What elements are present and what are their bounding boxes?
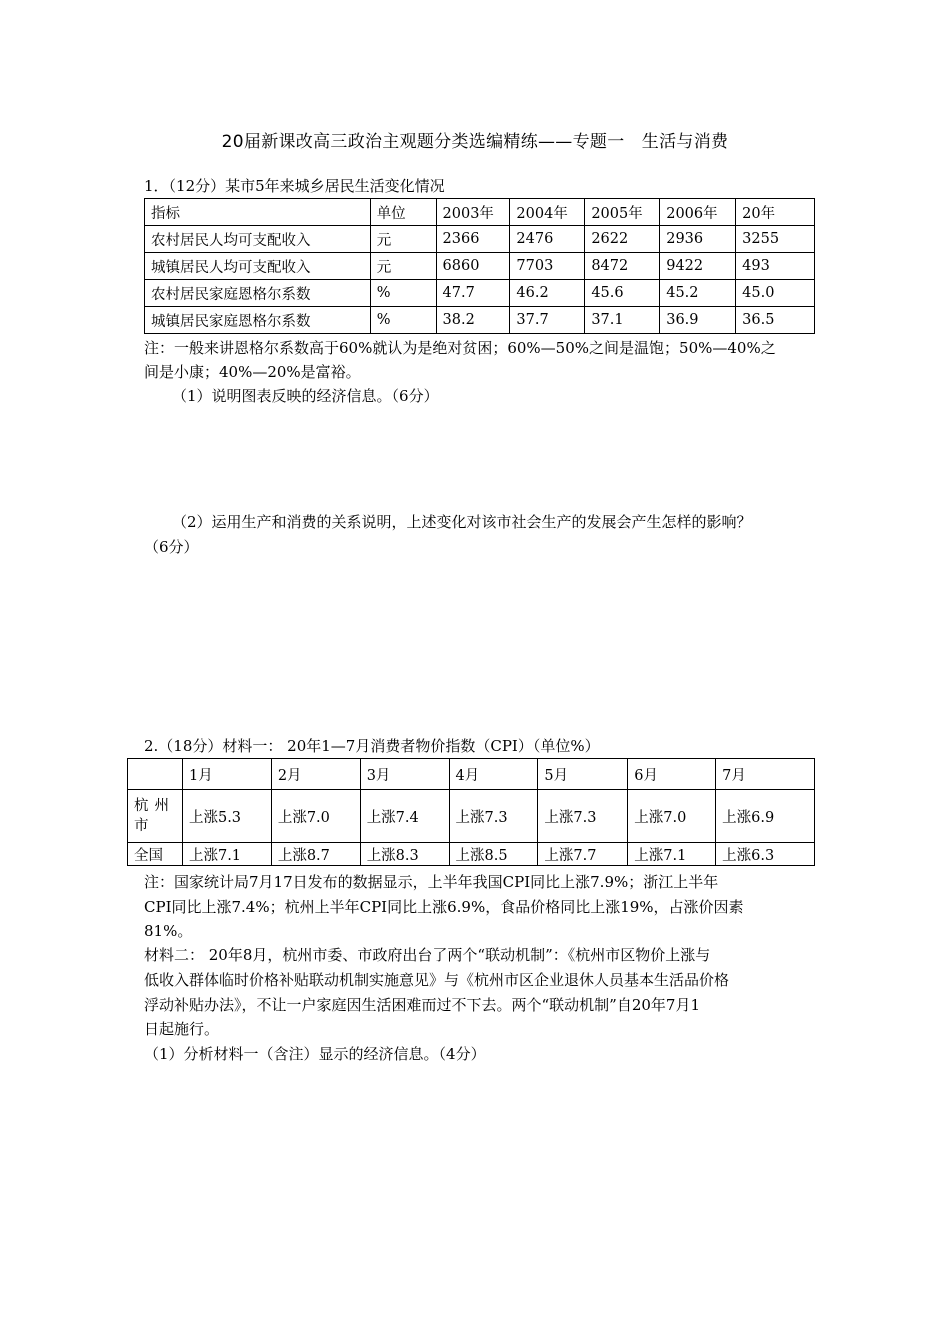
table-header-row: [145, 199, 815, 226]
header-cell: 2004年: [510, 199, 585, 226]
table-cell: 493: [736, 253, 815, 280]
table-cell: 上涨7.7: [538, 843, 628, 866]
header-cell: 2月: [271, 759, 360, 790]
table-cell: 45.6: [585, 280, 660, 307]
table-cell: 8472: [585, 253, 660, 280]
page-title: 20届新课改高三政治主观题分类选编精练——专题一 生活与消费: [221, 132, 729, 152]
table-cell: 农村居民人均可支配收入: [145, 226, 371, 253]
header-cell: 4月: [449, 759, 538, 790]
table-cell: 2366: [436, 226, 510, 253]
table-cell: 45.2: [660, 280, 736, 307]
table-cell: 38.2: [436, 307, 510, 334]
question-1-heading: 1．（12分）某市5年来城乡居民生活变化情况: [144, 177, 445, 195]
table-cell: 城镇居民家庭恩格尔系数: [145, 307, 371, 334]
table-cell: 2476: [510, 226, 585, 253]
table-cell: 3255: [736, 226, 815, 253]
header-cell: 6月: [628, 759, 716, 790]
table-cell: 上涨8.7: [271, 843, 360, 866]
table-cell: 47.7: [436, 280, 510, 307]
question-2-heading: 2.（18分）材料一： 20年1—7月消费者物价指数（CPI）（单位%）: [144, 737, 600, 755]
header-cell: 7月: [716, 759, 815, 790]
cpi-table: [127, 758, 815, 866]
header-cell: 3月: [360, 759, 449, 790]
table-cell: 农村居民家庭恩格尔系数: [145, 280, 371, 307]
table-cell: 45.0: [736, 280, 815, 307]
header-cell: 指标: [145, 199, 371, 226]
table-cell: 上涨5.3: [182, 790, 271, 843]
table-cell: 上涨7.0: [628, 790, 716, 843]
table-cell: 上涨7.1: [628, 843, 716, 866]
table-cell: 46.2: [510, 280, 585, 307]
q1-subquestion-2-points: （6分）: [144, 538, 199, 556]
q1-note-line: 间是小康；40%—20%是富裕。: [144, 363, 361, 381]
table-cell: 元: [370, 253, 436, 280]
table-row: [145, 307, 815, 334]
table-cell: 2622: [585, 226, 660, 253]
table-cell: 杭州市: [128, 790, 183, 843]
header-cell: 5月: [538, 759, 628, 790]
table-cell: 上涨7.1: [182, 843, 271, 866]
header-cell: 2005年: [585, 199, 660, 226]
income-engel-table: [144, 198, 815, 334]
table-cell: 上涨6.3: [716, 843, 815, 866]
material-2-line: 低收入群体临时价格补贴联动机制实施意见》与《杭州市区企业退休人员基本生活品价格: [144, 971, 730, 989]
table-row: [145, 280, 815, 307]
table-cell: 上涨8.3: [360, 843, 449, 866]
table-row: [128, 790, 815, 843]
table-row: [128, 843, 815, 866]
table-cell: 2936: [660, 226, 736, 253]
header-cell: 20年: [736, 199, 815, 226]
table-cell: %: [370, 307, 436, 334]
material-2-line: 材料二： 20年8月，杭州市委、市政府出台了两个“联动机制”：《杭州市区物价上涨与: [144, 946, 711, 964]
q1-subquestion-2: （2）运用生产和消费的关系说明，上述变化对该市社会生产的发展会产生怎样的影响？: [172, 513, 752, 531]
table-cell: 上涨7.3: [449, 790, 538, 843]
table-cell: 37.1: [585, 307, 660, 334]
table-cell: %: [370, 280, 436, 307]
q2-note-line: 注：国家统计局7月17日发布的数据显示，上半年我国CPI同比上涨7.9%；浙江上半年: [144, 873, 719, 891]
header-cell: 2006年: [660, 199, 736, 226]
q1-note-line: 注：一般来讲恩格尔系数高于60%就认为是绝对贫困；60%—50%之间是温饱；50%—40%之: [144, 339, 776, 357]
q2-subquestion-1: （1）分析材料一（含注）显示的经济信息。（4分）: [144, 1045, 486, 1063]
table-cell: 上涨8.5: [449, 843, 538, 866]
table-cell: 上涨7.3: [538, 790, 628, 843]
table-cell: 元: [370, 226, 436, 253]
table-cell: 36.9: [660, 307, 736, 334]
material-2-line: 日起施行。: [144, 1020, 220, 1038]
table-cell: 城镇居民人均可支配收入: [145, 253, 371, 280]
table-cell: 9422: [660, 253, 736, 280]
header-cell: [128, 759, 183, 790]
table-cell: 36.5: [736, 307, 815, 334]
header-cell: 单位: [370, 199, 436, 226]
q2-note-line: 81%。: [144, 922, 193, 940]
table-cell: 37.7: [510, 307, 585, 334]
header-cell: 2003年: [436, 199, 510, 226]
table-cell: 上涨7.4: [360, 790, 449, 843]
table-header-row: [128, 759, 815, 790]
q2-note-line: CPI同比上涨7.4%；杭州上半年CPI同比上涨6.9%，食品价格同比上涨19%，占涨价因素: [144, 898, 744, 916]
table-cell: 7703: [510, 253, 585, 280]
table-cell: 上涨7.0: [271, 790, 360, 843]
table-cell: 上涨6.9: [716, 790, 815, 843]
table-row: [145, 253, 815, 280]
table-row: [145, 226, 815, 253]
q1-subquestion-1: （1）说明图表反映的经济信息。（6分）: [172, 387, 439, 405]
table-cell: 6860: [436, 253, 510, 280]
material-2-line: 浮动补贴办法》，不让一户家庭因生活困难而过不下去。两个“联动机制”自20年7月1: [144, 996, 701, 1014]
table-cell: 全国: [128, 843, 183, 866]
header-cell: 1月: [182, 759, 271, 790]
